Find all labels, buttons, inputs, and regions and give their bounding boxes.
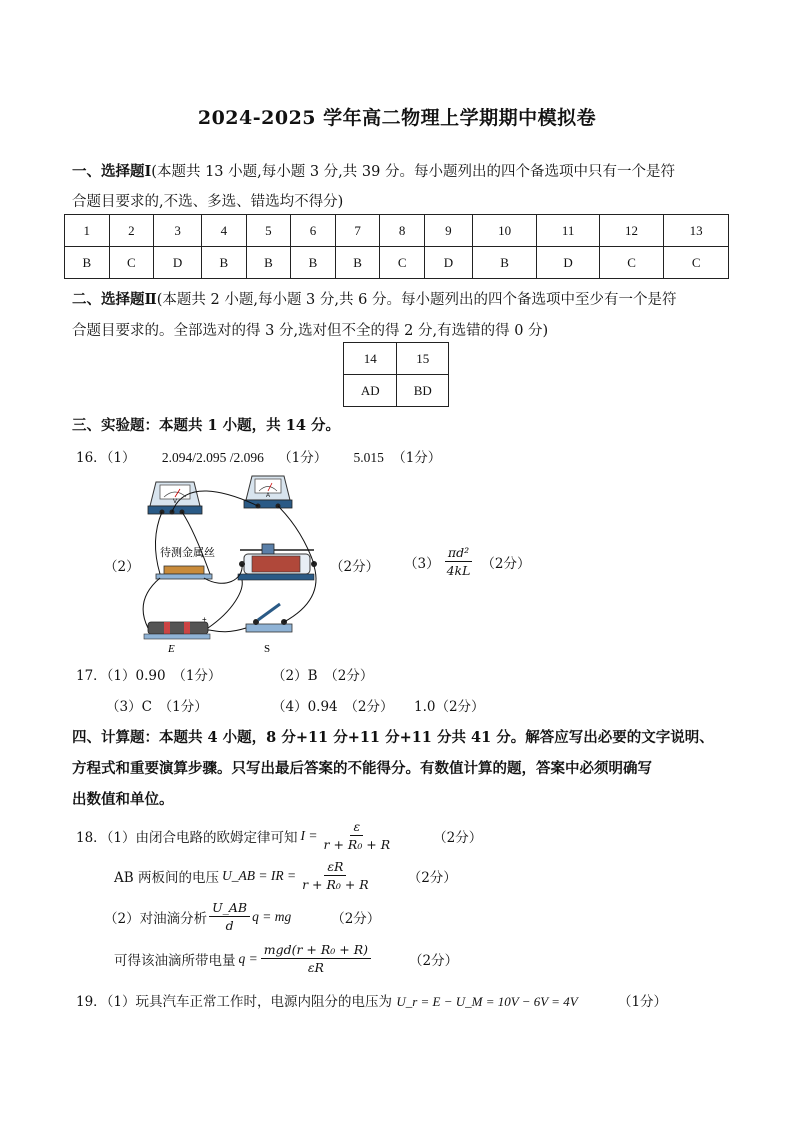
q16-2-score: （2分） <box>330 559 380 575</box>
q16-1-score: （1分） <box>278 450 328 466</box>
question-number-cell: 9 <box>424 215 472 247</box>
q18-1-text: 18．（1）由闭合电路的欧姆定律可知 <box>76 829 298 846</box>
answer-cell: B <box>65 247 110 279</box>
answer-cell: C <box>109 247 154 279</box>
battery-icon <box>144 615 210 639</box>
question-number-cell: 3 <box>154 215 202 247</box>
q18-1-numerator: ε <box>350 818 363 836</box>
q18-2-text: AB 两板间的电压 <box>114 869 219 886</box>
q18-4-text: 可得该油滴所带电量 <box>114 952 236 969</box>
section2-desc-line1: (本题共 2 小题,每小题 3 分,共 6 分。每小题列出的四个备选项中至少有一个是符 <box>156 292 677 308</box>
q16-2-label: （2） <box>104 559 140 575</box>
answer-cell: BD <box>397 375 449 407</box>
q18-2-score: （2分） <box>407 869 457 886</box>
question-number-cell: 5 <box>246 215 291 247</box>
q18-1-lhs: I = <box>300 827 318 843</box>
question-number-cell: 7 <box>335 215 380 247</box>
ammeter-symbol: A <box>265 493 271 499</box>
q18-4-fraction <box>261 941 371 976</box>
q18-3-score: （2分） <box>331 910 381 927</box>
answer-cell: D <box>154 247 202 279</box>
q16-3-fraction <box>444 544 474 579</box>
section1-heading-line1 <box>72 160 675 181</box>
q18-part2 <box>114 858 457 893</box>
switch-icon <box>246 604 292 632</box>
q16-3-denominator: 4kL <box>446 563 471 578</box>
question-number-cell: 6 <box>291 215 336 247</box>
q17-line2-part4: （4）0.94 （2分） <box>272 699 394 715</box>
battery-label: E <box>168 643 175 655</box>
q16-3-label: （3） <box>404 555 440 572</box>
q17-line1-part2: （2）B （2分） <box>272 668 374 684</box>
q16-1-score2: （1分） <box>392 450 442 466</box>
q18-2-fraction <box>299 858 372 893</box>
q17-line2-part5: 1.0（2分） <box>414 699 485 715</box>
answer-cell: C <box>380 247 425 279</box>
section2-heading: 二、选择题Ⅱ <box>72 291 157 308</box>
section4-heading-line2: 方程式和重要演算步骤。只写出最后答案的不能得分。有数值计算的题，答案中必须明确写 <box>72 760 652 777</box>
circuit-diagram <box>134 470 334 655</box>
q18-2-lhs: U_AB = IR = <box>221 867 297 883</box>
q18-1-fraction <box>321 818 394 853</box>
q16-1-label: 16．（1） <box>76 450 136 466</box>
q18-4-score: （2分） <box>409 952 459 969</box>
section4-heading-line3: 出数值和单位。 <box>72 791 174 808</box>
section2-desc-line2: 合题目要求的。全部选对的得 3 分,选对但不全的得 2 分,有选错的得 0 分) <box>72 323 549 339</box>
q18-4-lhs: q = <box>238 950 258 966</box>
q18-4-denominator: εR <box>307 960 324 975</box>
wire-label: 待测金属丝 <box>160 546 215 559</box>
q19-part1 <box>76 990 667 1010</box>
metal-wire-icon <box>156 566 212 579</box>
answer-cell: B <box>291 247 336 279</box>
question-number-cell: 14 <box>344 343 397 375</box>
q19-1-formula: U_r = E − U_M = 10V − 6V = 4V <box>396 994 578 1009</box>
answer-cell: B <box>246 247 291 279</box>
section1-desc-line2: 合题目要求的,不选、多选、错选均不得分) <box>72 194 344 210</box>
q18-2-denominator: r + R₀ + R <box>302 877 369 892</box>
q16-part3 <box>404 544 531 579</box>
q19-1-text: 19．（1）玩具汽车正常工作时，电源内阻分的电压为 <box>76 994 393 1010</box>
q18-part1 <box>76 818 482 853</box>
question-number-cell: 12 <box>599 215 664 247</box>
section1-desc-line1: (本题共 13 小题,每小题 3 分,共 39 分。每小题列出的四个备选项中只有一个是符 <box>151 164 675 180</box>
section1-number-row <box>65 215 729 247</box>
q16-3-score: （2分） <box>481 555 531 572</box>
section2-answer-table <box>343 342 449 407</box>
section1-answer-table <box>64 214 729 279</box>
q17-line1-part1: 17．（1）0.90 （1分） <box>76 668 222 684</box>
question-number-cell: 13 <box>664 215 729 247</box>
q16-1-answer2: 5.015 <box>353 450 384 465</box>
question-number-cell: 10 <box>472 215 537 247</box>
question-number-cell: 1 <box>65 215 110 247</box>
q18-3-rhs: q = mg <box>252 908 292 924</box>
answer-cell: C <box>664 247 729 279</box>
answer-cell: B <box>335 247 380 279</box>
q18-part3 <box>104 899 380 934</box>
question-number-cell: 11 <box>537 215 599 247</box>
q18-part4 <box>114 941 458 976</box>
answer-cell: C <box>599 247 664 279</box>
q18-3-text: （2）对油滴分析 <box>104 910 208 927</box>
switch-label: S <box>264 643 271 655</box>
q18-1-score: （2分） <box>433 829 483 846</box>
question-number-cell: 15 <box>397 343 449 375</box>
section2-answer-row <box>344 375 449 407</box>
answer-cell: AD <box>344 375 397 407</box>
section4-heading-line1: 四、计算题：本题共 4 小题，8 分+11 分+11 分+11 分共 41 分。解答应写出必要的文字说明、 <box>72 729 714 746</box>
svg-text:+: + <box>202 615 207 624</box>
q18-3-denominator: d <box>225 918 234 933</box>
answer-cell: D <box>537 247 599 279</box>
answer-cell: B <box>202 247 247 279</box>
q18-1-denominator: r + R₀ + R <box>323 837 391 852</box>
q17-line2-part3: （3）C （1分） <box>106 699 208 715</box>
q16-part1 <box>76 446 441 466</box>
q16-3-numerator: πd² <box>445 544 472 562</box>
q18-3-numerator: U_AB <box>209 899 250 917</box>
q18-3-fraction <box>209 899 250 934</box>
section3-heading: 三、实验题：本题共 1 小题，共 14 分。 <box>72 417 340 434</box>
rheostat-icon <box>238 544 317 580</box>
q16-1-answer: 2.094/2.095 /2.096 <box>161 450 264 465</box>
answer-cell: B <box>472 247 537 279</box>
q18-2-numerator: εR <box>324 858 346 876</box>
section1-answer-row <box>65 247 729 279</box>
section2-heading-line1 <box>72 288 676 309</box>
ammeter-icon <box>244 476 292 509</box>
voltmeter-symbol: V <box>172 499 178 505</box>
voltmeter-icon <box>148 482 202 515</box>
answer-cell: D <box>424 247 472 279</box>
question-number-cell: 2 <box>109 215 154 247</box>
question-number-cell: 4 <box>202 215 247 247</box>
q19-1-score: （1分） <box>617 994 668 1010</box>
q18-4-numerator: mgd(r + R₀ + R) <box>261 941 371 959</box>
section1-heading: 一、选择题Ⅰ <box>72 163 152 180</box>
question-number-cell: 8 <box>380 215 425 247</box>
page-title: 2024-2025 学年高二物理上学期期中模拟卷 <box>197 107 597 129</box>
section2-number-row <box>344 343 449 375</box>
